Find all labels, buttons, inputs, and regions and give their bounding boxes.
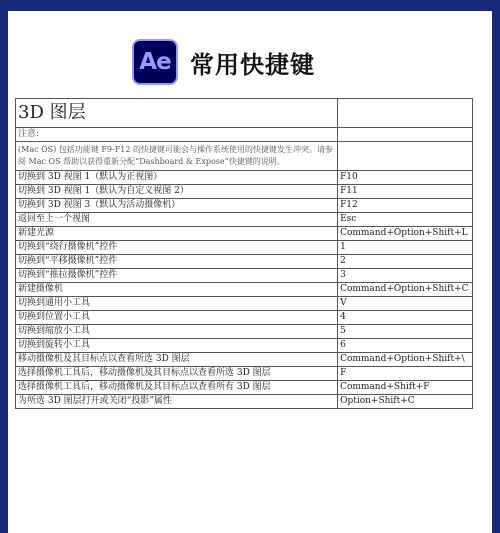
table-row	[16, 227, 473, 241]
table-row	[16, 339, 473, 353]
shortcut-cell: Esc	[338, 213, 473, 227]
table-row	[16, 297, 473, 311]
action-cell: 切换到位置小工具	[16, 311, 338, 325]
action-cell: 移动摄像机及其目标点以查看所选 3D 图层	[16, 353, 338, 367]
table-row	[16, 311, 473, 325]
shortcut-cell: Command+Shift+F	[338, 381, 473, 395]
action-cell: 切换到“绕行摄像机”控件	[16, 241, 338, 255]
table-row	[16, 255, 473, 269]
note-label: 注意:	[16, 128, 338, 142]
shortcut-table	[15, 98, 473, 409]
action-cell: 切换到“推拉摄像机”控件	[16, 269, 338, 283]
note-blank	[338, 142, 473, 171]
action-cell: 切换到缩放小工具	[16, 325, 338, 339]
action-cell: 切换到通用小工具	[16, 297, 338, 311]
action-cell: 新建摄像机	[16, 283, 338, 297]
section-title-row	[16, 99, 473, 128]
action-cell: 为所选 3D 图层打开或关闭“投影”属性	[16, 395, 338, 409]
shortcut-cell: 3	[338, 269, 473, 283]
shortcut-cell: Command+Option+Shift+\	[338, 353, 473, 367]
table-row	[16, 241, 473, 255]
table-row	[16, 353, 473, 367]
section-title: 3D 图层	[16, 99, 338, 128]
note-label-row	[16, 128, 473, 142]
table-row	[16, 367, 473, 381]
shortcut-cell: Command+Option+Shift+C	[338, 283, 473, 297]
page-title: 常用快捷键	[190, 50, 315, 79]
table-row	[16, 185, 473, 199]
action-cell: 选择摄像机工具后，移动摄像机及其目标点以查看所有 3D 图层	[16, 381, 338, 395]
action-cell: 切换到 3D 视图 1（默认为自定义视图 2）	[16, 185, 338, 199]
table-row	[16, 171, 473, 185]
shortcut-cell: 1	[338, 241, 473, 255]
action-cell: 返回至上一个视图	[16, 213, 338, 227]
shortcut-cell: F10	[338, 171, 473, 185]
shortcut-cell: 5	[338, 325, 473, 339]
action-cell: 切换到旋转小工具	[16, 339, 338, 353]
table-row	[16, 213, 473, 227]
table-row	[16, 283, 473, 297]
table-row	[16, 395, 473, 409]
shortcut-cell: 4	[338, 311, 473, 325]
action-cell: 切换到 3D 视图 1（默认为正视图）	[16, 171, 338, 185]
action-cell: 切换到 3D 视图 3（默认为活动摄像机）	[16, 199, 338, 213]
table-row	[16, 325, 473, 339]
table-row	[16, 269, 473, 283]
note-label-blank	[338, 128, 473, 142]
table-row	[16, 199, 473, 213]
note-row	[16, 142, 473, 171]
shortcut-cell: V	[338, 297, 473, 311]
note-text: (Mac OS) 包括功能键 F9-F12 的快捷键可能会与操作系统使用的快捷键发生冲突。请参阅 Mac OS 帮助以获得重新分配“Dashboard & Expose”快捷键的说明。	[16, 142, 338, 171]
table-row	[16, 381, 473, 395]
page-header	[132, 39, 315, 85]
shortcut-cell: F11	[338, 185, 473, 199]
action-cell: 切换到“平移摄像机”控件	[16, 255, 338, 269]
shortcut-cell: Command+Option+Shift+L	[338, 227, 473, 241]
section-title-blank	[338, 99, 473, 128]
after-effects-logo-icon: Ae	[132, 39, 178, 85]
shortcut-cell: F12	[338, 199, 473, 213]
shortcut-cell: F	[338, 367, 473, 381]
shortcut-cell: 2	[338, 255, 473, 269]
action-cell: 选择摄像机工具后，移动摄像机及其目标点以查看所选 3D 图层	[16, 367, 338, 381]
shortcut-cell: Option+Shift+C	[338, 395, 473, 409]
shortcut-cell: 6	[338, 339, 473, 353]
action-cell: 新建光源	[16, 227, 338, 241]
